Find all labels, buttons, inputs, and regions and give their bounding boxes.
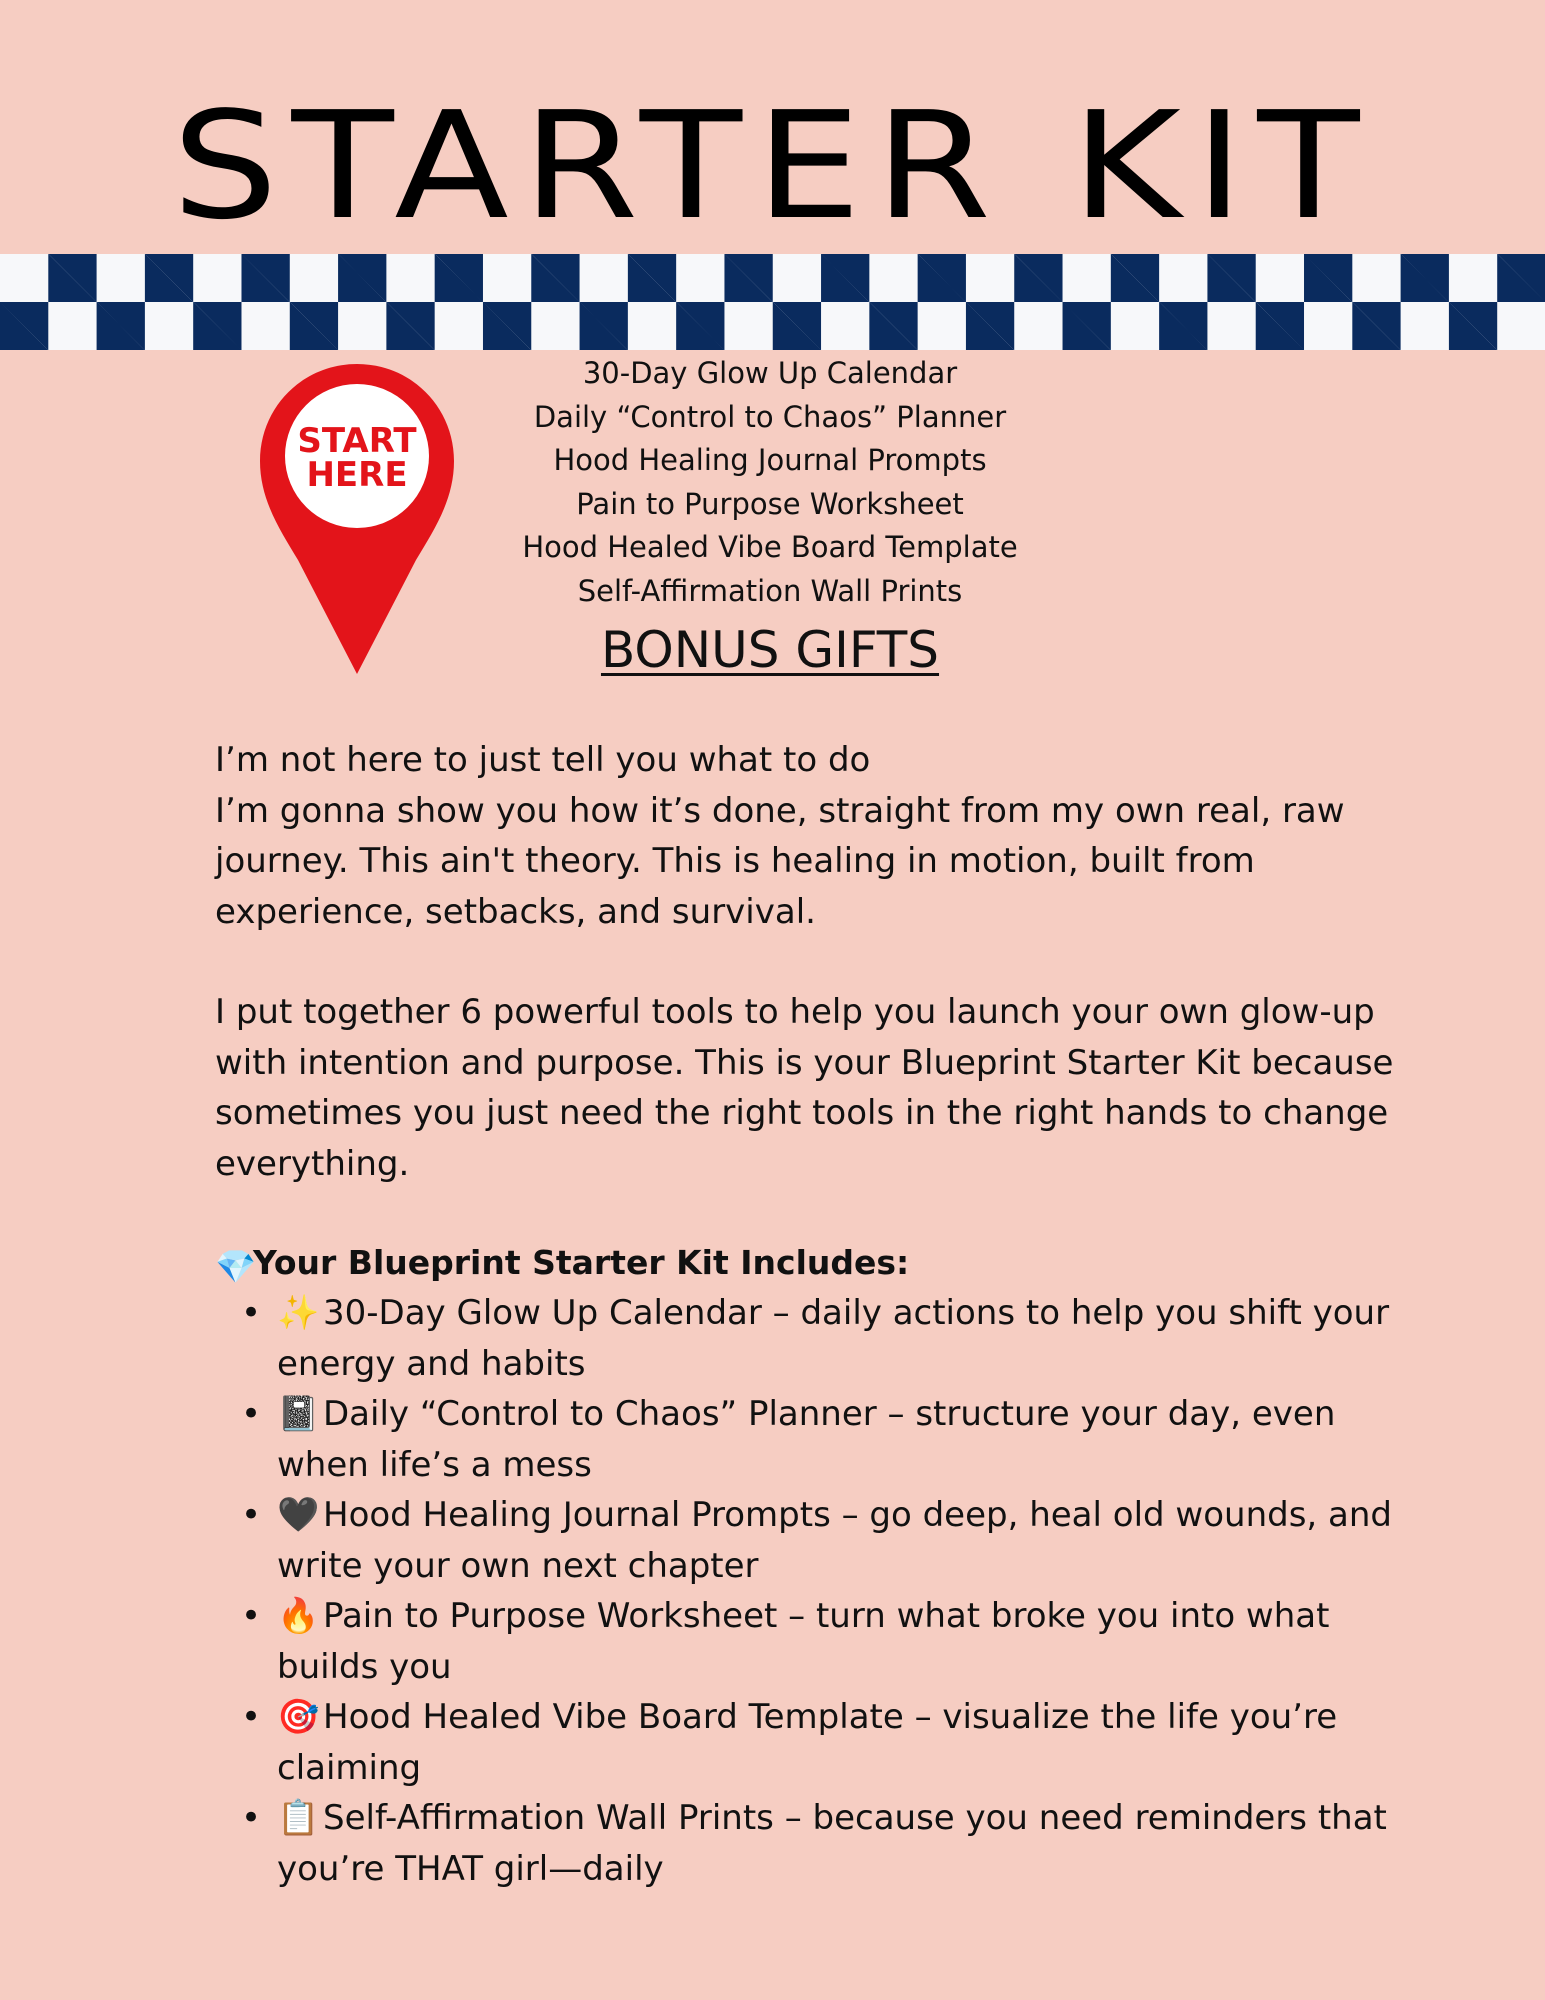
kit-list xyxy=(241,1288,1407,1894)
black-heart-icon: 🖤 xyxy=(277,1495,320,1535)
bullet-icon: • xyxy=(241,1697,262,1737)
gem-icon: 💎 xyxy=(215,1247,257,1286)
list-item xyxy=(241,1591,1407,1692)
bullet-icon: • xyxy=(241,1293,262,1333)
list-item-text: Self-Affirmation Wall Prints – because you need reminders that you’re THAT girl—daily xyxy=(277,1798,1387,1889)
list-item-text: Pain to Purpose Worksheet – turn what broke you into what builds you xyxy=(277,1596,1330,1687)
bullet-icon: • xyxy=(241,1798,262,1838)
bonus-gifts-heading: BONUS GIFTS xyxy=(600,621,940,679)
kit-heading-text: Your Blueprint Starter Kit Includes: xyxy=(253,1243,910,1282)
kit-heading xyxy=(215,1238,909,1292)
start-here-line2: HERE xyxy=(306,455,408,495)
clipboard-icon: 📋 xyxy=(277,1798,320,1838)
notebook-icon: 📓 xyxy=(277,1394,320,1434)
bonus-item: 30-Day Glow Up Calendar xyxy=(582,356,958,390)
intro-line: I’m gonna show you how it’s done, straight from my own real, raw journey. This ain't theory. This is healing in motion, built from experience, setbacks, and survival. xyxy=(215,790,1345,932)
list-item-text: Hood Healed Vibe Board Template – visualize the life you’re claiming xyxy=(277,1697,1338,1788)
list-item xyxy=(241,1692,1407,1793)
list-item xyxy=(241,1490,1407,1591)
fire-icon: 🔥 xyxy=(277,1596,320,1636)
target-icon: 🎯 xyxy=(277,1697,320,1737)
bonus-item: Daily “Control to Chaos” Planner xyxy=(533,399,1007,434)
bullet-icon: • xyxy=(241,1495,262,1535)
list-item xyxy=(241,1288,1407,1389)
page-title: STARTER KIT xyxy=(171,80,1374,252)
intro-paragraph xyxy=(215,735,1405,937)
list-item-text: Daily “Control to Chaos” Planner – structure your day, even when life’s a mess xyxy=(277,1394,1336,1485)
checkered-banner xyxy=(0,254,1545,350)
start-here-label xyxy=(258,421,456,495)
tools-paragraph: I put together 6 powerful tools to help you launch your own glow-up with intention and purpose. This is your Blueprint Starter Kit because sometimes you just need the right tools in the right hands to change everything. xyxy=(215,992,1394,1184)
bullet-icon: • xyxy=(241,1394,262,1434)
bonus-item: Hood Healed Vibe Board Template xyxy=(522,530,1018,565)
sparkles-icon: ✨ xyxy=(277,1293,320,1333)
map-pin-icon xyxy=(258,360,456,678)
bonus-item: Self-Affirmation Wall Prints xyxy=(577,573,963,608)
bonus-item: Hood Healing Journal Prompts xyxy=(553,443,987,478)
bullet-icon: • xyxy=(241,1596,262,1636)
list-item xyxy=(241,1793,1407,1894)
bonus-list xyxy=(470,352,1070,614)
start-here-line1: START xyxy=(297,421,417,461)
bonus-item: Pain to Purpose Worksheet xyxy=(576,486,964,521)
intro-line: I’m not here to just tell you what to do xyxy=(215,740,871,780)
list-item-text: 30-Day Glow Up Calendar – daily actions to help you shift your energy and habits xyxy=(277,1293,1390,1384)
list-item-text: Hood Healing Journal Prompts – go deep, heal old wounds, and write your own next chapter xyxy=(277,1495,1392,1586)
list-item xyxy=(241,1389,1407,1490)
